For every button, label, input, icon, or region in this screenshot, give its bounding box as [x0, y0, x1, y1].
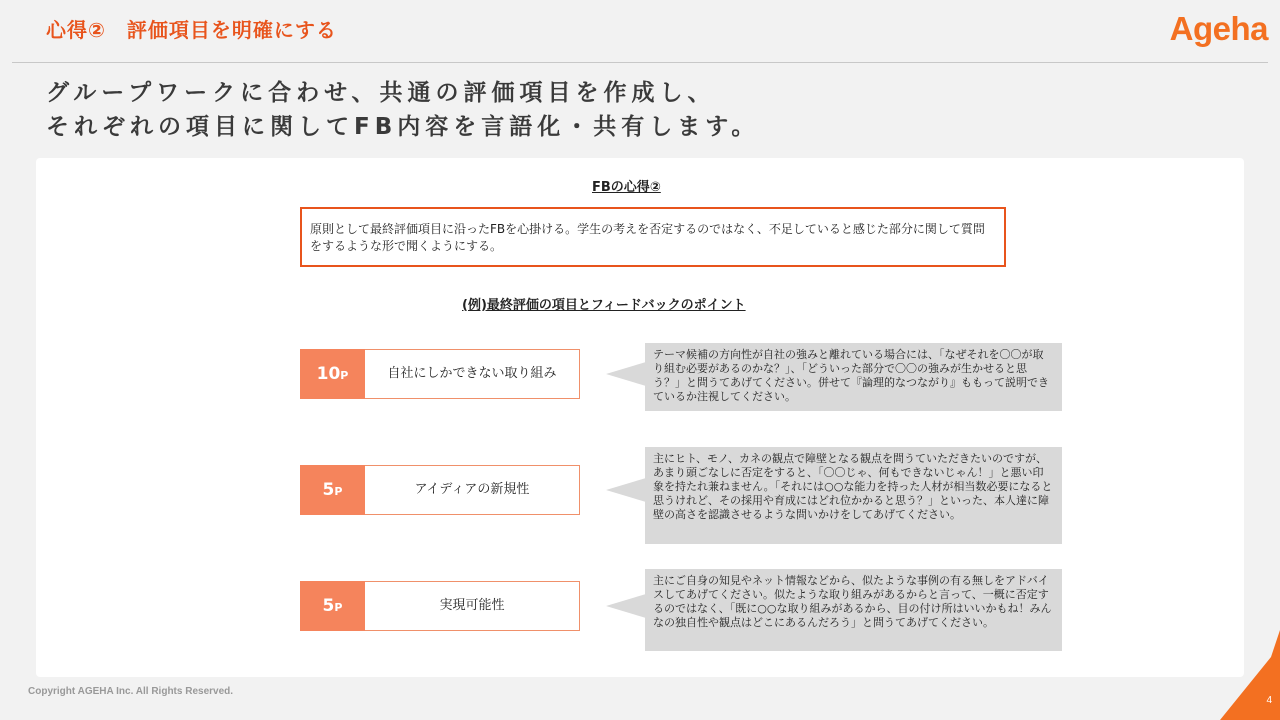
- example-section-heading: (例)最終評価の項目とフィードバックのポイント: [462, 298, 746, 313]
- headline-line-1: グループワークに合わせ、共通の評価項目を作成し、: [46, 80, 716, 106]
- feedback-callout: テーマ候補の方向性が自社の強みと離れている場合には、「なぜそれを〇〇が取り組む必要があるのかな？」、「どういった部分で〇〇の強みが生かせると思う？」と問うてあげてください。併せて『論理的なつながり』ももって説明できているか注視してください。: [645, 343, 1062, 411]
- eval-item-label: アイディアの新規性: [414, 482, 530, 497]
- principle-text: 原則として最終評価項目に沿ったFBを心掛ける。学生の考えを否定するのではなく、不足していると感じた部分に関して質問をするような形で聞くようにする。: [310, 222, 985, 253]
- feedback-callout: 主にご自身の知見やネット情報などから、似たような事例の有る無しをアドバイスしてあげてください。似たような取り組みがあるからと言って、一概に否定するのではなく、「既に○○な取り組みがあるから、目の付け所はいいかもね！みんなの独自性や観点はどこにあるんだろう」と問うてあげてください。: [645, 569, 1062, 651]
- callout-pointer: [606, 478, 646, 502]
- principle-box: [300, 207, 1006, 267]
- ageha-logo: Ageha: [1169, 10, 1268, 47]
- eval-item-label: 実現可能性: [439, 598, 505, 613]
- page-number: 4: [1266, 695, 1272, 706]
- headline: [46, 76, 759, 144]
- headline-line-2: それぞれの項目に関してFB内容を言語化・共有します。: [46, 114, 760, 140]
- slide-title: 心得② 評価項目を明確にする: [46, 18, 337, 42]
- points-badge: 5P: [300, 581, 365, 631]
- points-badge: 10P: [300, 349, 365, 399]
- eval-item: [300, 581, 580, 631]
- feedback-callout: 主にヒト、モノ、カネの観点で障壁となる観点を問うていただきたいのですが、あまり頭ごなしに否定をすると、「〇〇じゃ、何もできないじゃん！」と悪い印象を持たれ兼ねません。「それには○○な能力を持った人材が相当数必要になると思うけれど、その採用や育成にはどれ位かかると思う？」といった、本人達に障壁の高さを認識させるような問いかけをしてあげてください。: [645, 447, 1062, 544]
- callout-pointer: [606, 362, 646, 386]
- eval-item-label: 自社にしかできない取り組み: [387, 366, 557, 381]
- callout-pointer: [606, 594, 646, 618]
- points-badge: 5P: [300, 465, 365, 515]
- fb-section-heading: FBの心得②: [592, 180, 661, 195]
- header-divider: [12, 62, 1268, 63]
- eval-item: [300, 465, 580, 515]
- copyright: Copyright AGEHA Inc. All Rights Reserved.: [28, 686, 234, 697]
- eval-item: [300, 349, 580, 399]
